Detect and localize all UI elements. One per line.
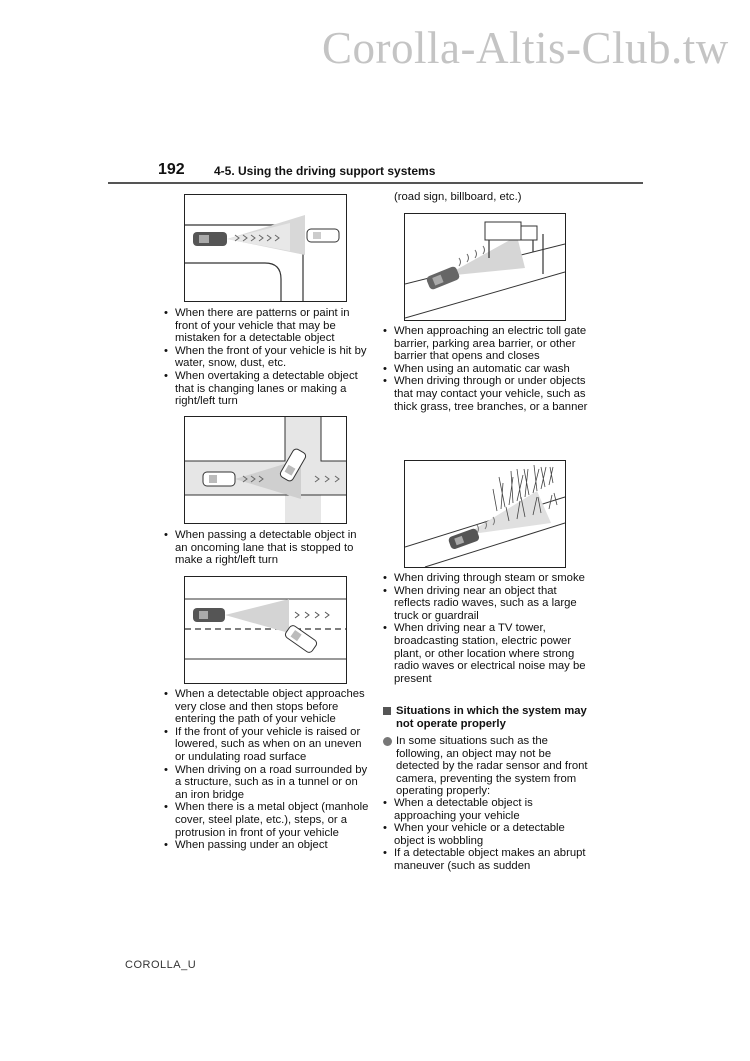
intro-paragraph [383, 735, 593, 798]
list-item: • When overtaking a detectable object that is changing lanes or making a right/left turn [164, 370, 372, 408]
heading-text: Situations in which the system may not operate properly [396, 705, 587, 730]
list-item: • When passing under an object [164, 839, 372, 852]
illustration-thick-grass [404, 460, 566, 568]
list-item: • When driving near a TV tower, broadcasting station, electric power plant, or other location where strong radio waves or electrical noise may be present [383, 622, 593, 685]
intro-text: In some situations such as the following, an object may not be detected by the radar sensor and front camera, preventing the system from operating properly: [396, 735, 588, 798]
list-item: • When driving near an object that reflects radio waves, such as a large truck or guardrail [383, 585, 593, 623]
page-number: 192 [158, 161, 185, 178]
list-item: • When there are patterns or paint in front of your vehicle that may be mistaken for a detectable object [164, 307, 372, 345]
illustration-curve-road [184, 194, 347, 302]
footer-label: COROLLA_U [125, 959, 197, 971]
watermark: Corolla-Altis-Club.tw [322, 23, 729, 73]
circle-bullet-icon [383, 737, 392, 746]
left-list-3 [164, 688, 372, 852]
section-heading [383, 705, 593, 730]
list-item: • When driving through steam or smoke [383, 572, 593, 585]
illustration-intersection-turn [184, 416, 347, 524]
right-list-2 [383, 572, 593, 685]
list-item: • When a detectable object is approaching your vehicle [383, 797, 593, 822]
illustration-oncoming-lane [184, 576, 347, 684]
list-item: • When driving through or under objects that may contact your vehicle, such as thick grass, tree branches, or a banner [383, 375, 593, 413]
list-item: • If a detectable object makes an abrupt maneuver (such as sudden [383, 847, 593, 872]
list-item: • When a detectable object approaches very close and then stops before entering the path of your vehicle [164, 688, 372, 726]
right-list-3 [383, 797, 593, 873]
list-item: • If the front of your vehicle is raised or lowered, such as when on an uneven or undulating road surface [164, 726, 372, 764]
list-item: • When approaching an electric toll gate barrier, parking area barrier, or other barrier that opens and closes [383, 325, 593, 363]
right-list-1 [383, 325, 593, 413]
left-list-2 [164, 529, 372, 567]
list-item: • When passing a detectable object in an oncoming lane that is stopped to make a right/left turn [164, 529, 372, 567]
left-list-1 [164, 307, 372, 408]
list-item: • When using an automatic car wash [383, 363, 593, 376]
list-item: • When driving on a road surrounded by a structure, such as in a tunnel or on an iron bridge [164, 764, 372, 802]
right-continuation: (road sign, billboard, etc.) [394, 191, 522, 203]
list-item: • When the front of your vehicle is hit by water, snow, dust, etc. [164, 345, 372, 370]
square-bullet-icon [383, 707, 391, 715]
list-item: • When there is a metal object (manhole cover, steel plate, etc.), steps, or a protrusion in front of your vehicle [164, 801, 372, 839]
header-rule [108, 182, 643, 184]
illustration-overhead-sign [404, 213, 566, 321]
section-title: 4-5. Using the driving support systems [214, 164, 436, 178]
list-item: • When your vehicle or a detectable object is wobbling [383, 822, 593, 847]
